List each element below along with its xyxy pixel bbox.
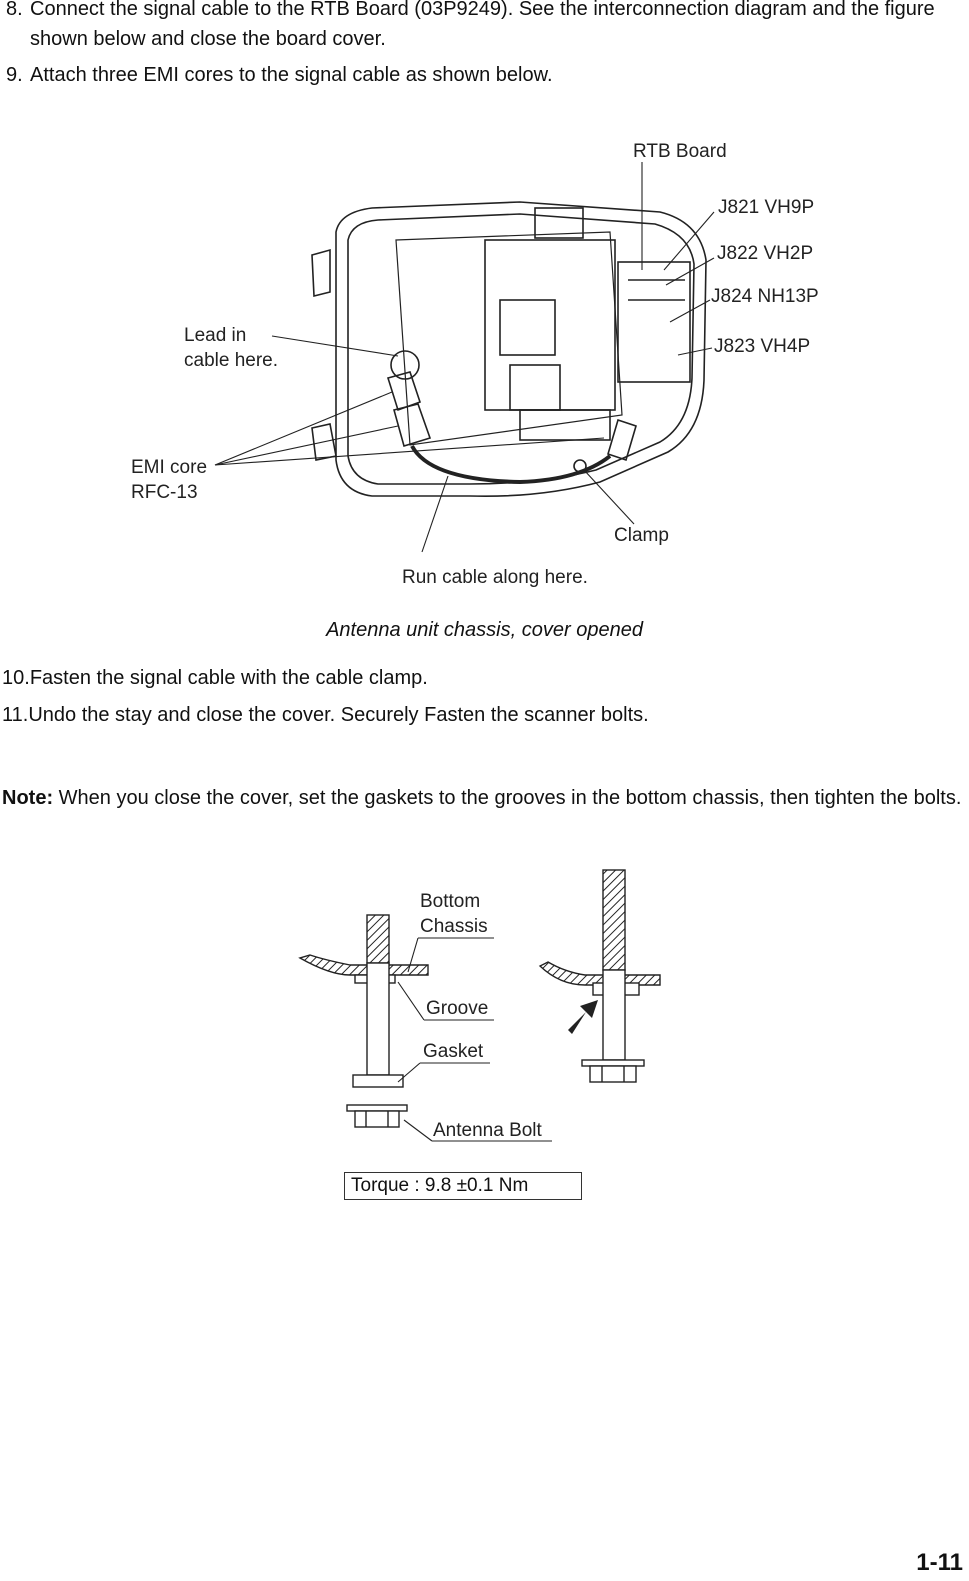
bottom-label: Bottom: [420, 891, 481, 912]
page-number: 1-11: [916, 1549, 963, 1576]
j821-label: J821 VH9P: [718, 197, 815, 218]
arrow-icon: [568, 1000, 598, 1034]
antenna-chassis-diagram: [0, 120, 969, 600]
step-text: Fasten the signal cable with the cable clamp.: [29, 667, 428, 689]
j822-label: J822 VH2P: [717, 243, 814, 264]
step-number: 10.: [2, 667, 30, 689]
note-paragraph: [2, 784, 964, 813]
emi-core-label-line2: RFC-13: [131, 482, 198, 503]
step-number: 11.: [2, 704, 29, 726]
step-11: [2, 700, 649, 730]
step-number: 8.: [6, 0, 23, 20]
antenna-bolt-label: Antenna Bolt: [433, 1120, 542, 1141]
bolt-gasket-diagram: [0, 860, 969, 1150]
step-text: Undo the stay and close the cover. Securely Fasten the scanner bolts.: [28, 704, 649, 726]
note-text: When you close the cover, set the gaskets to the grooves in the bottom chassis, then tighten the bolts.: [53, 787, 962, 809]
step-text: Attach three EMI cores to the signal cable as shown below.: [30, 64, 553, 86]
figure-caption: Antenna unit chassis, cover opened: [326, 619, 643, 641]
step-9: [6, 60, 964, 90]
step-8: [6, 0, 964, 54]
torque-box: Torque : 9.8 ±0.1 Nm: [344, 1172, 582, 1200]
step-text: Connect the signal cable to the RTB Board (03P9249). See the interconnection diagram and the figure shown below and close the board cover.: [30, 0, 935, 50]
run-cable-label: Run cable along here.: [402, 567, 588, 588]
chassis-label: Chassis: [420, 916, 488, 937]
rtb-board-label: RTB Board: [633, 141, 727, 162]
step-number: 9.: [6, 64, 23, 86]
step-10: [2, 663, 428, 693]
gasket-label: Gasket: [423, 1041, 484, 1062]
emi-core-label-line1: EMI core: [131, 457, 208, 478]
groove-label: Groove: [426, 998, 489, 1019]
clamp-label: Clamp: [614, 525, 669, 546]
lead-in-label-line1: Lead in: [184, 325, 247, 346]
j824-label: J824 NH13P: [711, 286, 819, 307]
note-label: Note:: [2, 787, 54, 809]
lead-in-label-line2: cable here.: [184, 350, 279, 371]
j823-label: J823 VH4P: [714, 336, 811, 357]
